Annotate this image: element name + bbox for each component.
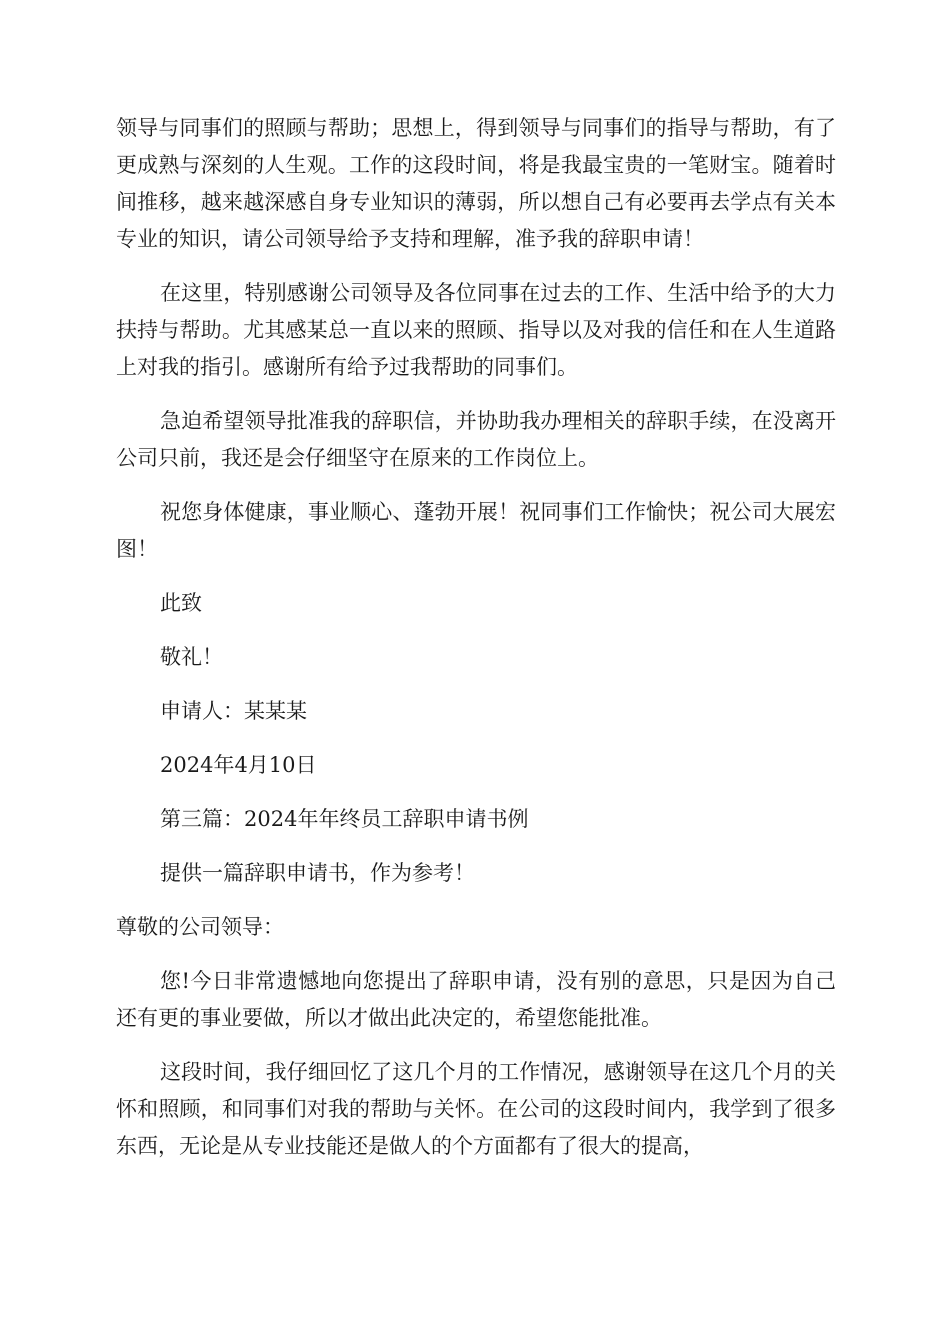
paragraph-continuation: 领导与同事们的照顾与帮助；思想上，得到领导与同事们的指导与帮助，有了更成熟与深刻的人生观。工作的这段时间，将是我最宝贵的一笔财宝。随着时间推移，越来越深感自身专业知识的薄弱，所以想自己有必要再去学点有关本专业的知识，请公司领导给予支持和理解，准予我的辞职申请！ <box>116 116 836 251</box>
paragraph-request: 急迫希望领导批准我的辞职信，并协助我办理相关的辞职手续，在没离开公司只前，我还是会仔细坚守在原来的工作岗位上。 <box>116 409 836 470</box>
paragraph-opening: 您!今日非常遗憾地向您提出了辞职申请，没有别的意思，只是因为自己还有更的事业要做，所以才做出此决定的，希望您能批准。 <box>116 969 836 1030</box>
letter-date: 2024年4月10日 <box>160 753 317 777</box>
paragraph-reflection: 这段时间，我仔细回忆了这几个月的工作情况，感谢领导在这几个月的关怀和照顾，和同事们对我的帮助与关怀。在公司的这段时间内，我学到了很多东西，无论是从专业技能还是做人的个方面都有了很大的提高， <box>116 1060 836 1158</box>
applicant-signature: 申请人：某某某 <box>160 699 307 723</box>
closing-regards: 敬礼！ <box>160 645 223 669</box>
document-page <box>116 110 836 1182</box>
section-heading: 第三篇：2024年年终员工辞职申请书例 <box>160 807 529 831</box>
closing-salutation: 此致 <box>160 591 202 615</box>
letter-greeting: 尊敬的公司领导： <box>116 915 284 939</box>
section-intro: 提供一篇辞职申请书，作为参考！ <box>160 861 475 885</box>
paragraph-wishes: 祝您身体健康，事业顺心、蓬勃开展！祝同事们工作愉快；祝公司大展宏图！ <box>116 500 836 561</box>
paragraph-thanks: 在这里，特别感谢公司领导及各位同事在过去的工作、生活中给予的大力扶持与帮助。尤其感某总一直以来的照顾、指导以及对我的信任和在人生道路上对我的指引。感谢所有给予过我帮助的同事们。 <box>116 281 836 379</box>
